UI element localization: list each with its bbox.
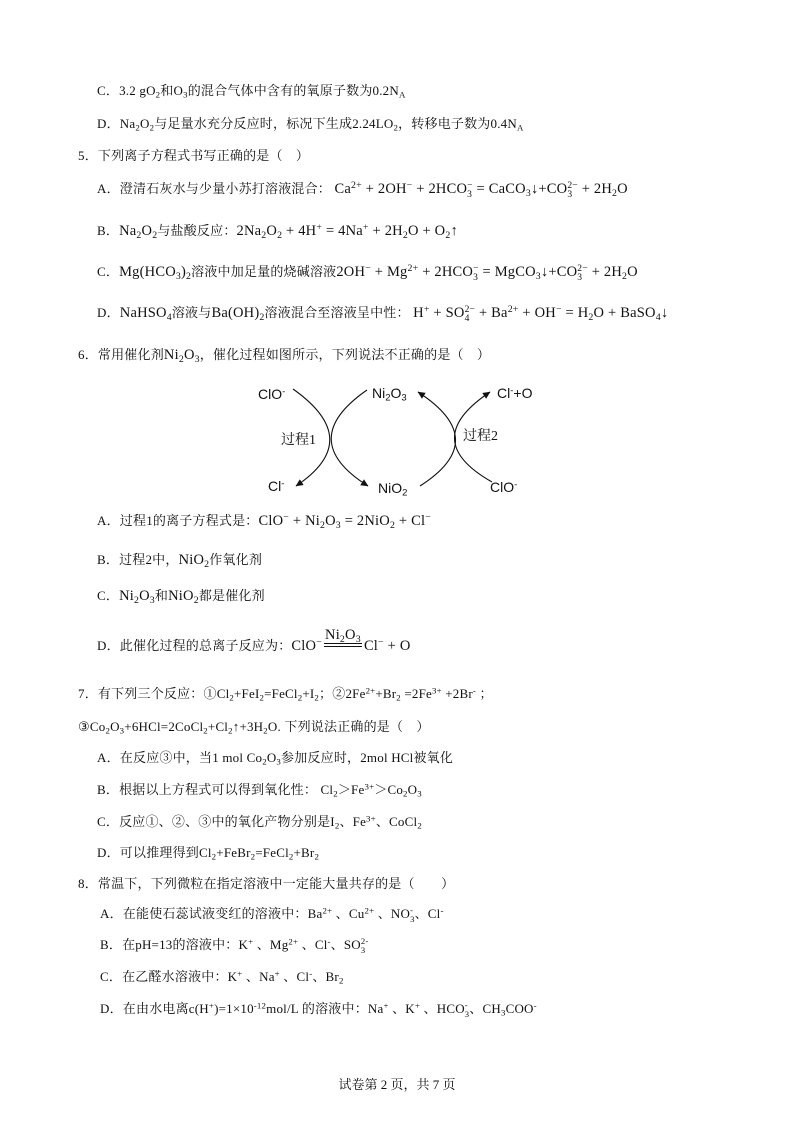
superscript: +	[208, 1000, 215, 1011]
formula: $Ba(OH)_2$	[211, 305, 265, 323]
label-bottom-center: NiO$_2$	[378, 480, 408, 499]
ion-charge-stack	[410, 906, 415, 922]
subscript: 2	[178, 353, 184, 365]
subscript: 2	[297, 692, 303, 703]
superscript: −	[425, 512, 431, 524]
subscript: 2	[263, 725, 268, 736]
subscript: 2	[186, 270, 192, 282]
q4-option-d: D．$Na_2O_2$与足量水充分反应时，标况下生成$2.24LO_2$，转移电子数为$0.4N_A$	[97, 116, 524, 133]
subscript: 2	[155, 89, 161, 100]
subscript: 2	[396, 692, 401, 703]
q8-option-d: D．在由水电离$c(H^+)=1\times 10^{-12}mol/L$ 的溶液中：Na+ 、K+ 、HCO - 3 、$CH_3COO^-$	[100, 1000, 537, 1019]
subscript: 2	[229, 692, 235, 703]
subscript: 2	[338, 975, 344, 986]
q6-option-d-rhs	[364, 638, 411, 653]
q7-option-b: B．根据以上方程式可以得到氧化性： $Cl_2>Fe^{3+}>Co_2O_3$	[97, 781, 422, 799]
ion-charge-stack	[567, 181, 578, 199]
subscript: 3	[149, 594, 155, 606]
formula: $ClO^- + Ni_2O_3 = 2NiO_2 + Cl^-$	[258, 512, 431, 531]
superscript: 2+	[507, 304, 519, 316]
superscript: -	[309, 968, 313, 979]
catalyst-label	[325, 627, 361, 645]
subscript: A	[516, 122, 524, 133]
superscript: 3+	[366, 813, 376, 824]
subscript: 4	[655, 311, 661, 323]
q8-option-b: B．在pH=13的溶液中：K+ 、$Mg^{2+}$ 、Cl-、SO 2- 3	[100, 936, 369, 955]
q7-option-c: C．反应①、②、③中的氧化产物分别是$I_2$、$Fe^{3+}$、CoCl$_2$	[97, 813, 422, 831]
subscript: 2	[393, 122, 399, 133]
superscript: +	[414, 1000, 421, 1011]
ion-charge-stack	[577, 264, 588, 282]
subscript: 2	[389, 519, 396, 531]
q4-option-c: C．3.2 $gO_2$和$O_3$的混合气体中含有的氧原子数为$0.2N_A$	[97, 83, 406, 100]
superscript: −	[473, 263, 479, 274]
superscript: 2−	[464, 304, 476, 315]
superscript: 2+	[350, 180, 362, 192]
subscript: 2	[314, 851, 320, 862]
superscript: -	[410, 905, 414, 916]
superscript: −	[378, 637, 384, 649]
superscript: −	[555, 304, 562, 316]
label-bottom-right: ClO-	[490, 479, 518, 495]
subscript: 2	[204, 558, 210, 570]
superscript: -	[510, 385, 514, 397]
subscript: 3	[194, 353, 200, 365]
ion-charge-stack	[465, 1001, 470, 1017]
superscript: -	[464, 1000, 468, 1011]
formula: H+ + SO 2− 4 + $Ba^{2+} + OH^- = H_2O$ + BaSO$_4$↓	[413, 304, 669, 325]
superscript: -	[514, 479, 518, 491]
label-top-left: ClO-	[258, 386, 286, 402]
superscript: 2+	[407, 263, 419, 275]
subscript: 2	[105, 725, 111, 736]
q7-stem-line-2: $③Co_2O_3+6HCl=2CoCl_2+Cl_2↑+3H_2O$. 下列说法正确的是（ ）	[78, 719, 430, 736]
superscript: 3+	[364, 781, 375, 792]
superscript: 2+	[288, 936, 299, 947]
subscript: 3	[183, 89, 188, 100]
subscript: 2	[339, 633, 346, 645]
formula: $Mg(HCO_3)_2$	[119, 264, 192, 282]
formula: NiO$_2$	[178, 552, 210, 570]
subscript: 3	[577, 272, 583, 284]
subscript: 2	[211, 851, 217, 862]
subscript: 3	[417, 788, 422, 799]
superscript: 2+	[365, 685, 376, 696]
superscript: 2-	[360, 936, 369, 947]
superscript: +	[248, 936, 254, 947]
label-bottom-left: Cl-	[268, 478, 285, 494]
subscript: 3	[525, 187, 531, 199]
superscript: +	[362, 222, 369, 234]
subscript: 3	[500, 1007, 506, 1018]
subscript: 2	[385, 392, 391, 404]
subscript: 3	[119, 725, 125, 736]
subscript: 2	[403, 788, 408, 799]
superscript: -	[282, 386, 286, 398]
q6-option-d-lhs: D．此催化过程的总离子反应为：ClO−	[97, 637, 322, 654]
formula: ClO−	[291, 637, 322, 654]
superscript: −	[467, 180, 473, 191]
subscript: 2	[250, 851, 256, 862]
subscript: 2	[612, 187, 618, 199]
q5-option-c: C．$Mg(HCO_3)_2$溶液中加足量的烧碱溶液$2OH^- + Mg^{2+} + 2HCO$ − 3 = MgCO$_3$↓+CO 2− 3 + $2H_2O$	[97, 263, 638, 284]
subscript: 2	[193, 594, 199, 606]
superscript: 3+	[432, 685, 442, 696]
q6-option-a: A．过程1的离子方程式是：$ClO^- + Ni_2O_3 = 2NiO_2 + Cl^-$	[97, 512, 431, 531]
subscript: 2	[152, 229, 158, 241]
superscript: +	[237, 968, 243, 979]
formula: $2Na_2O_2 + 4H^+ = 4Na^+ + 2H_2O$ + $O_2↑$	[236, 222, 458, 241]
formula: Cl− + O	[363, 637, 411, 654]
subscript: A	[398, 89, 406, 100]
ion-charge-stack	[361, 937, 369, 953]
superscript: −	[316, 637, 322, 649]
q8-option-c: C．在乙醛水溶液中：K+ 、Na+ 、Cl-、$Br_2$	[100, 968, 344, 986]
q5-option-a: A．澄清石灰水与少量小苏打溶液混合： $Ca^{2+} + 2OH^- + 2HCO$ − 3 = CaCO$_3$↓+CO 2− 3 + $2H_2O$	[97, 180, 628, 201]
superscript: -	[472, 685, 477, 696]
subscript: 3	[467, 189, 473, 201]
subscript: 2	[261, 229, 267, 241]
subscript: 3	[276, 756, 282, 767]
superscript: 2+	[364, 905, 375, 916]
superscript: -	[440, 905, 444, 916]
catalyst-equals-sign	[324, 627, 362, 652]
superscript: 2−	[567, 180, 578, 191]
q6-option-d	[97, 627, 411, 654]
subscript: 2	[314, 692, 320, 703]
subscript: 3	[175, 270, 181, 282]
subscript: 3	[464, 1008, 470, 1019]
ion-charge-stack	[473, 264, 479, 282]
subscript: 2	[133, 594, 140, 606]
superscript: -	[533, 1000, 537, 1011]
catalysis-cycle-diagram	[240, 375, 570, 505]
subscript: 3	[355, 633, 361, 645]
superscript: +	[383, 1000, 389, 1011]
superscript: +	[316, 222, 323, 234]
q7-option-a: A．在反应③中，当1 mol $Co_2O_3$参加反应时，2mol HCl被氧化	[97, 750, 454, 767]
page-indicator: 试卷第 2 页，共 7 页	[338, 1077, 456, 1092]
subscript: 4	[464, 313, 470, 325]
subscript: 3	[535, 270, 541, 282]
formula: $Na_2O_2$	[119, 223, 158, 241]
label-process-2: 过程2	[463, 429, 498, 444]
formula: $Ni_2O_3$	[119, 588, 155, 606]
arrow-ni2o3-to-nio2	[331, 390, 368, 486]
subscript: 2	[259, 692, 265, 703]
subscript: 2	[136, 229, 142, 241]
arrow-nio2-to-ni2o3	[418, 392, 456, 486]
subscript: 3	[401, 392, 407, 404]
q8-option-a: A．在能使石蕊试液变红的溶液中：$Ba^{2+}$ 、$Cu^{2+}$ 、NO - 3 、Cl-	[100, 905, 444, 924]
subscript: 2	[334, 820, 340, 831]
subscript: 2	[402, 487, 408, 499]
formula: NiO$_2$	[168, 588, 199, 606]
q5-option-d: D．NaHSO$_4$溶液与$Ba(OH)_2$溶液混合至溶液呈中性： H+ + SO 2− 4 + $Ba^{2+} + OH^- = H_2O$ + BaSO$_4$↓	[97, 304, 669, 325]
subscript: 3	[360, 944, 366, 955]
subscript: 2	[319, 519, 326, 531]
subscript: 2	[402, 229, 408, 241]
q6-option-b: B．过程2中，NiO$_2$作氧化剂	[97, 552, 263, 570]
superscript: −	[365, 263, 371, 275]
superscript: −	[406, 180, 413, 192]
subscript: 4	[166, 311, 172, 323]
ion-charge-stack	[467, 181, 473, 199]
q6-option-c: C．$Ni_2O_3$和NiO$_2$都是催化剂	[97, 588, 265, 606]
subscript: 2	[203, 725, 208, 736]
subscript: 3	[567, 189, 573, 201]
subscript: 2	[149, 122, 155, 133]
q5-stem: 5．下列离子方程式书写正确的是（ ）	[78, 148, 310, 163]
superscript: -12	[253, 1000, 267, 1011]
subscript: 2	[288, 851, 294, 862]
superscript: +	[274, 968, 280, 979]
subscript: 3	[335, 519, 341, 531]
subscript: 2	[445, 229, 451, 241]
subscript: 3	[473, 272, 479, 284]
formula: $2OH^- + Mg^{2+} + 2HCO$ − 3 = MgCO$_3$↓+CO 2− 3 + $2H_2O$	[336, 263, 638, 284]
ion-charge-stack	[465, 305, 476, 323]
q7-option-d: D．可以推理得到$Cl_2+FeBr_2=FeCl_2+Br_2$	[97, 845, 320, 862]
subscript: 2	[588, 311, 594, 323]
label-top-right: Cl-+O	[497, 385, 533, 401]
subscript: 2	[135, 122, 140, 133]
subscript: 2	[277, 229, 283, 241]
subscript: 2	[622, 270, 628, 282]
subscript: 2	[333, 788, 338, 799]
superscript: −	[283, 512, 290, 524]
superscript: 2−	[577, 263, 588, 274]
formula: $Ni_2O_3$	[325, 627, 361, 645]
q6-stem: 6．常用催化剂$Ni_2O_3$，催化过程如图所示，下列说法不正确的是（ ）	[78, 347, 491, 365]
label-top-center: $Ni_2O_3$	[372, 385, 407, 404]
formula: $Ca^{2+} + 2OH^- + 2HCO$ − 3 = CaCO$_3$↓+CO 2− 3 + $2H_2O$	[334, 180, 628, 201]
subscript: 2	[259, 311, 265, 323]
q7-stem-line-1: 7．有下列三个反应：$①Cl_2+FeI_2=FeCl_2+I_2$；$②2Fe^{2+}+Br_2 =2Fe^{3+} +2Br^-$ ；	[78, 685, 493, 703]
superscript: +	[423, 304, 430, 316]
subscript: 2	[262, 756, 267, 767]
q8-stem: 8．常温下，下列微粒在指定溶液中一定能大量共存的是（ ）	[78, 876, 455, 891]
subscript: 3	[410, 913, 415, 924]
subscript: 2	[228, 725, 233, 736]
subscript: 2	[417, 820, 422, 831]
formula: NaHSO$_4$	[119, 305, 172, 323]
superscript: 2+	[322, 905, 333, 916]
double-line	[324, 643, 362, 647]
superscript: -	[327, 936, 331, 947]
q5-option-b: B．$Na_2O_2$与盐酸反应：$2Na_2O_2 + 4H^+ = 4Na^+ + 2H_2O$ + $O_2↑$	[97, 222, 458, 241]
label-process-1: 过程1	[281, 433, 316, 448]
superscript: -	[281, 478, 285, 490]
formula: $Ni_2O_3$	[163, 347, 200, 365]
